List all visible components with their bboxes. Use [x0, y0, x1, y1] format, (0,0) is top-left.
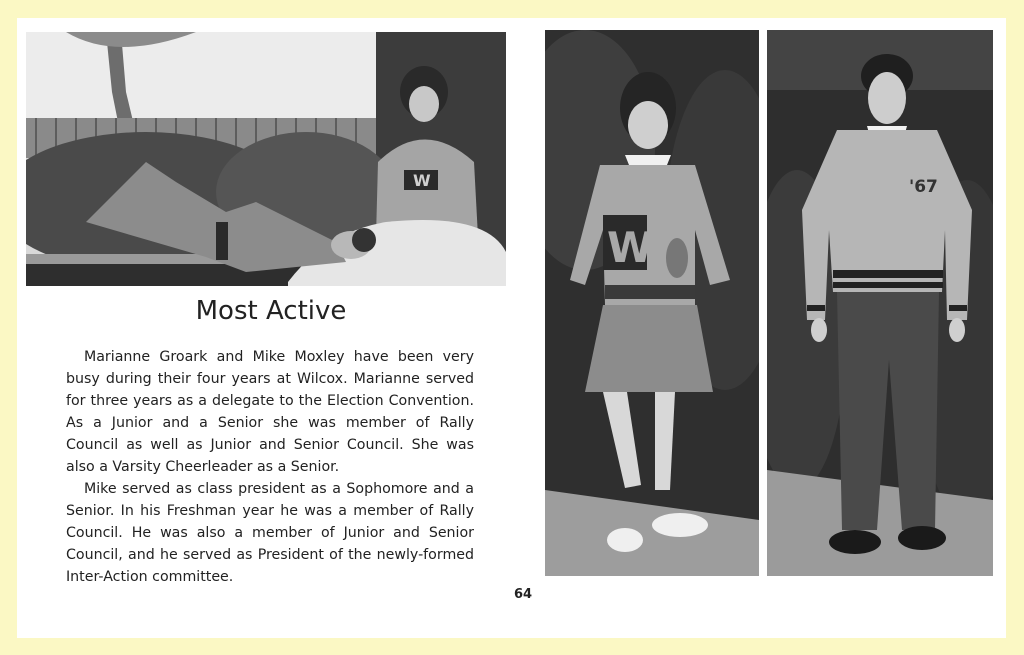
- photo-couple-on-bench: [26, 32, 506, 286]
- paragraph-marianne: Marianne Groark and Mike Moxley have been very busy during their four years at Wilcox. Marianne served for three years as a delegate to the Election Convention. As a Junior and a Senior she was member of Rally Council as well as Junior and Senior Council. She was also a Varsity Cheerleader as a Senior.: [66, 349, 474, 475]
- photo-letterman: [767, 30, 993, 576]
- yearbook-page: [17, 18, 1006, 638]
- page-title: Most Active: [195, 296, 347, 326]
- article-body: [66, 346, 474, 588]
- cheer-sweater-letter: W: [607, 223, 654, 272]
- jacket-number: '67: [909, 177, 938, 197]
- page-number: 64: [514, 587, 533, 602]
- top-photo-sweater-letter: W: [413, 171, 431, 190]
- photo-cheerleader: [545, 30, 759, 576]
- paragraph-mike: Mike served as class president as a Sophomore and a Senior. In his Freshman year he was a member of Rally Council. He was also a member of Junior and Senior Council, and he served as President of the newly-formed Inter-Action committee.: [66, 481, 474, 585]
